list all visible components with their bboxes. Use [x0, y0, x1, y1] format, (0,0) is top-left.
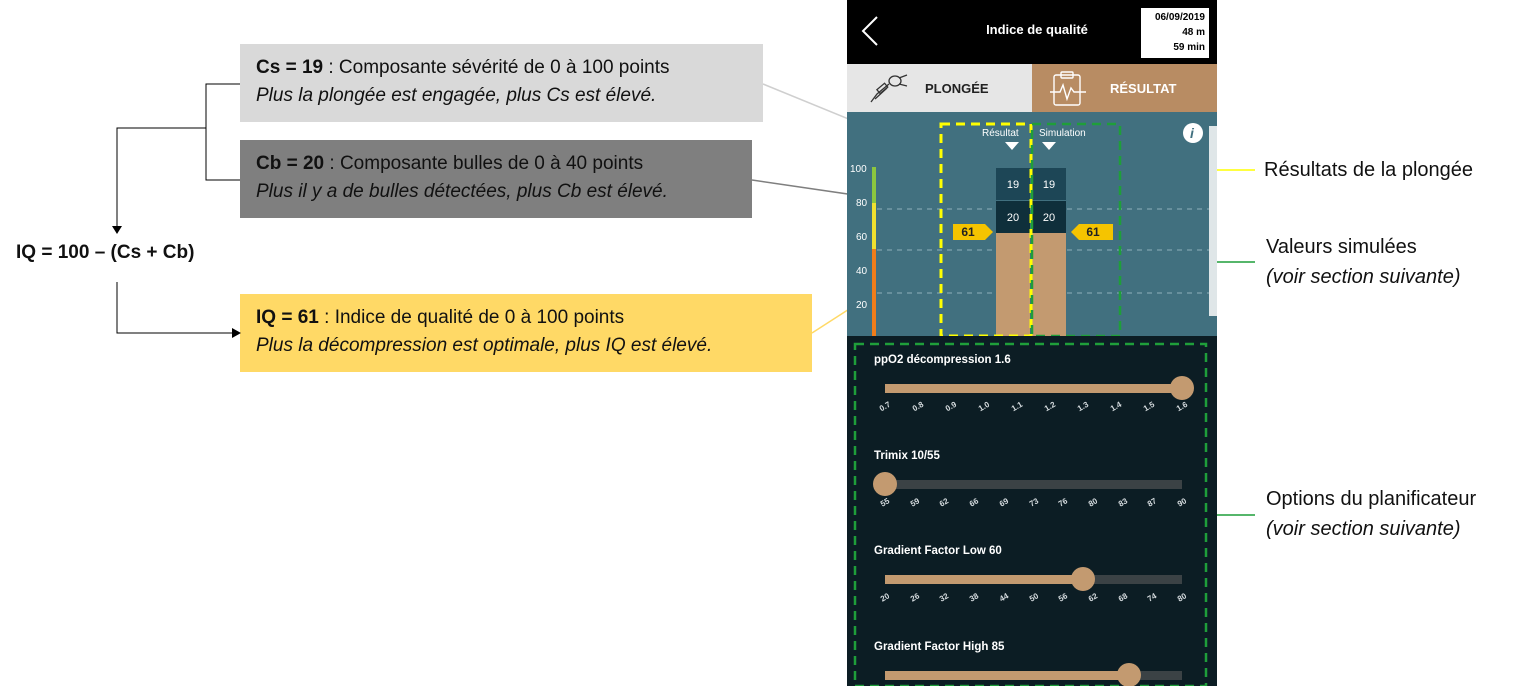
- cb-description: : Composante bulles de 0 à 40 points: [324, 153, 644, 174]
- simulation-iq-bar: [1032, 233, 1066, 336]
- cb-heading: Cb = 20: [256, 153, 325, 174]
- slider-ppo2-thumb[interactable]: [1170, 376, 1194, 400]
- slider-gf-low[interactable]: [885, 575, 1182, 584]
- slider-trimix-tick: 83: [1116, 496, 1129, 509]
- resultat-arrow-icon: [1005, 142, 1019, 150]
- slider-gf-low-tick: 68: [1116, 591, 1129, 604]
- clipboard-ecg-icon: [1048, 70, 1088, 108]
- tab-plongee[interactable]: [847, 64, 1032, 112]
- slider-gf-low-fill: [885, 575, 1083, 584]
- y-tick-80: 80: [856, 198, 868, 209]
- quality-chart-svg: [847, 112, 1217, 336]
- y-tick-20: 20: [856, 300, 868, 311]
- slider-trimix-ticks: [878, 496, 1189, 512]
- dive-summary-badge: [1141, 8, 1209, 58]
- planner-options: [847, 336, 1217, 686]
- screen-title: Indice de qualité: [986, 22, 1088, 37]
- slider-gf-low-tick: 80: [1175, 591, 1189, 604]
- slider-ppo2-tick: 1.0: [976, 399, 992, 414]
- scale-yellow-segment: [872, 203, 876, 249]
- slider-ppo2-tick: 1.4: [1108, 399, 1124, 414]
- app-screen: [847, 0, 1217, 686]
- slider-gf-low-tick: 62: [1086, 591, 1099, 604]
- planner-options-label: [1266, 484, 1476, 544]
- result-cs-value: 19: [1006, 179, 1020, 191]
- iq-formula: IQ = 100 – (Cs + Cb): [16, 242, 195, 263]
- simulated-values-note: (voir section suivante): [1266, 266, 1461, 288]
- tab-plongee-label: PLONGÉE: [925, 81, 989, 96]
- y-tick-60: 60: [856, 232, 868, 243]
- slider-gf-low-tick: 44: [997, 591, 1010, 604]
- cs-heading: Cs = 19: [256, 57, 324, 78]
- slider-ppo2-ticks: [877, 399, 1190, 416]
- app-header: [847, 0, 1217, 64]
- cs-description: : Composante sévérité de 0 à 100 points: [323, 57, 670, 78]
- slider-trimix-tick: 66: [967, 496, 981, 509]
- dive-depth: 48 m: [1182, 27, 1205, 38]
- column-header-resultat: Résultat: [982, 128, 1019, 139]
- slider-trimix-tick: 76: [1057, 496, 1070, 509]
- result-cb-value: 20: [1006, 212, 1020, 224]
- slider-gf-high[interactable]: [885, 671, 1182, 680]
- slider-gf-low-tick: 50: [1027, 591, 1040, 604]
- slider-gf-low-title: Gradient Factor Low 60: [874, 545, 1002, 557]
- slider-trimix-tick: 69: [997, 496, 1010, 509]
- iq-description: : Indice de qualité de 0 à 100 points: [318, 307, 625, 328]
- simulation-arrow-icon: [1042, 142, 1056, 150]
- slider-gf-high-thumb[interactable]: [1117, 663, 1141, 686]
- slider-ppo2-title: ppO2 décompression 1.6: [874, 354, 1011, 366]
- iq-note: Plus la décompression est optimale, plus IQ est élevé.: [256, 335, 713, 356]
- scale-green-segment: [872, 167, 876, 203]
- column-header-simulation: Simulation: [1039, 128, 1086, 139]
- slider-trimix-thumb[interactable]: [873, 472, 897, 496]
- simulation-cs-value: 19: [1042, 179, 1056, 191]
- slider-trimix-tick: 87: [1146, 496, 1159, 509]
- info-icon[interactable]: [1183, 123, 1203, 143]
- slider-ppo2-tick: 1.1: [1009, 399, 1025, 414]
- simulated-values-label: [1266, 232, 1461, 292]
- slider-gf-low-tick: 26: [908, 591, 921, 604]
- slider-trimix-tick: 80: [1086, 496, 1099, 509]
- slider-trimix-tick: 73: [1027, 496, 1040, 509]
- tab-resultat[interactable]: [1032, 64, 1217, 112]
- slider-gf-high-fill: [885, 671, 1129, 680]
- slider-ppo2[interactable]: [885, 384, 1182, 393]
- simulation-iq-value: 61: [1086, 225, 1100, 239]
- dive-date: 06/09/2019: [1154, 12, 1205, 23]
- slider-ppo2-tick: 0.8: [910, 399, 926, 414]
- planner-options-title: Options du planificateur: [1266, 488, 1477, 510]
- slider-ppo2-tick: 1.3: [1075, 399, 1091, 414]
- slider-gf-low-tick: 38: [967, 591, 981, 604]
- quality-chart: [847, 112, 1217, 336]
- simulation-cb-value: 20: [1042, 212, 1056, 224]
- slider-ppo2-tick: 1.6: [1174, 399, 1190, 414]
- planner-options-note: (voir section suivante): [1266, 518, 1461, 540]
- side-panel-edge: [1209, 126, 1217, 316]
- slider-gf-low-thumb[interactable]: [1071, 567, 1095, 591]
- iq-heading: IQ = 61: [256, 307, 319, 328]
- slider-ppo2-tick: 1.5: [1141, 399, 1157, 414]
- diver-icon: [865, 72, 911, 106]
- svg-text:i: i: [1190, 125, 1194, 141]
- y-tick-40: 40: [856, 266, 868, 277]
- cb-note: Plus il y a de bulles détectées, plus Cb est élevé.: [256, 181, 668, 202]
- slider-trimix-title: Trimix 10/55: [874, 450, 940, 462]
- slider-trimix-tick: 62: [938, 496, 951, 509]
- slider-ppo2-tick: 0.9: [943, 399, 959, 414]
- result-iq-value: 61: [961, 225, 975, 239]
- scale-orange-segment: [872, 249, 876, 336]
- slider-gf-high-title: Gradient Factor High 85: [874, 641, 1005, 653]
- cs-note: Plus la plongée est engagée, plus Cs est élevé.: [256, 85, 657, 106]
- tab-bar: [847, 64, 1217, 112]
- slider-trimix[interactable]: [885, 480, 1182, 489]
- dive-duration: 59 min: [1173, 42, 1205, 53]
- back-chevron-icon[interactable]: [859, 14, 887, 50]
- slider-trimix-tick: 59: [908, 496, 921, 509]
- simulated-values-title: Valeurs simulées: [1266, 236, 1417, 258]
- slider-gf-low-tick: 56: [1057, 591, 1070, 604]
- slider-trimix-tick: 90: [1175, 496, 1189, 509]
- y-tick-100: 100: [850, 164, 867, 175]
- slider-ppo2-tick: 0.7: [877, 399, 893, 414]
- slider-gf-low-ticks: [878, 591, 1189, 607]
- slider-gf-low-tick: 32: [938, 591, 951, 604]
- result-iq-bar: [996, 233, 1030, 336]
- slider-ppo2-fill: [885, 384, 1182, 393]
- results-label: Résultats de la plongée: [1264, 159, 1474, 181]
- tab-resultat-label: RÉSULTAT: [1110, 81, 1177, 96]
- slider-gf-low-tick: 74: [1146, 591, 1159, 604]
- slider-gf-low-tick: 20: [878, 591, 892, 604]
- slider-ppo2-tick: 1.2: [1042, 399, 1058, 414]
- slider-trimix-tick: 55: [878, 496, 892, 509]
